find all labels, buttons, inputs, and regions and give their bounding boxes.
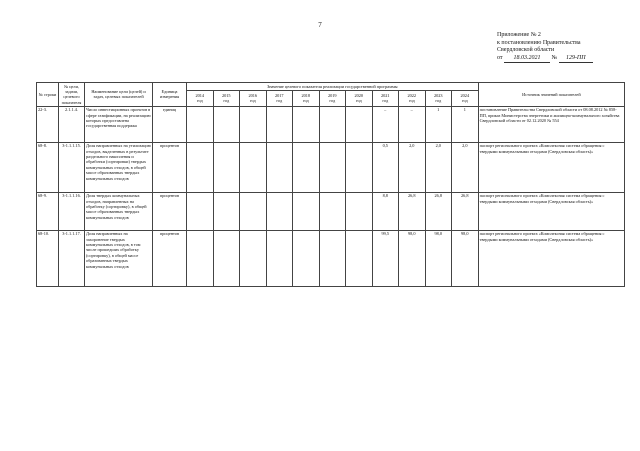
unit-cell: процентов [153,230,187,286]
value-cell-2019 [319,230,346,286]
value-cell-2016 [240,142,267,192]
value-cell-2021: 8,8 [372,192,399,230]
year-value: 2014 [195,92,205,98]
year-value: 2017 [274,92,284,98]
value-cell-2015 [213,192,240,230]
table-row [37,230,625,286]
year-value: 2018 [301,92,311,98]
table-row [37,192,625,230]
value-cell-2021: 0,5 [372,142,399,192]
value-cell-2023: 98,0 [425,230,452,286]
indicator-name-cell: Доля твердых коммунальных отходов, направленных на обработку (сортировку), в общей массе образованных твердых коммунальных отходов [85,192,153,230]
header-year-2019 [319,91,346,106]
year-value: 2015 [221,92,231,98]
value-cell-2015 [213,106,240,142]
goal-number-cell: 3-1.1.1.15. [59,142,85,192]
goal-number-cell: 2.1.1.4. [59,106,85,142]
indicator-name-cell: Доля направленных на утилизацию отходов, выделенных в результате раздельного накопления и обработки (сортировки) твердых коммунальных отходов, в общей массе образованных твердых коммунальных отходов [85,142,153,192]
value-cell-2024: 26,8 [452,192,479,230]
value-cell-2024: 2,0 [452,142,479,192]
value-cell-2022: 26,8 [399,192,426,230]
year-value: 2024 [460,92,470,98]
value-cell-2020 [346,142,373,192]
header-year-2020 [346,91,373,106]
year-suffix: год [249,98,256,104]
year-suffix: год [461,98,468,104]
page-number: 7 [318,21,322,29]
value-cell-2018 [293,230,320,286]
value-cell-2022: 98,0 [399,230,426,286]
appendix-header [497,32,637,63]
year-suffix: год [276,98,283,104]
header-year-2024 [452,91,479,106]
value-cell-2021: – [372,106,399,142]
source-cell: паспорт регионального проекта «Комплексная система обращения с твердыми коммунальными отходами (Свердловская область)» [478,192,625,230]
header-name: Наименование цели (целей) и задач, целевых показателей [85,83,153,107]
header-year-2018 [293,91,320,106]
appendix-title: Приложение № 2 [497,32,541,38]
value-cell-2018 [293,106,320,142]
row-number-cell: 68-8. [37,142,59,192]
header-source: Источник значений показателей [478,83,625,107]
from-label: от [497,54,503,61]
year-value: 2016 [248,92,258,98]
unit-cell: единиц [153,106,187,142]
value-cell-2019 [319,142,346,192]
value-cell-2024: 1 [452,106,479,142]
source-cell: паспорт регионального проекта «Комплексная система обращения с твердыми коммунальными отходами (Свердловская область)» [478,142,625,192]
appendix-date-line [497,55,637,64]
value-cell-2023: 1 [425,106,452,142]
unit-cell: процентов [153,142,187,192]
value-cell-2016 [240,230,267,286]
value-cell-2019 [319,192,346,230]
year-value: 2019 [327,92,337,98]
source-cell: постановление Правительства Свердловской области от 08.08.2012 № 858-ПП, приказ Министерства энергетики и жилищно-коммунального хозяйства Свердловской области от 02.12.2020 № 554 [478,106,625,142]
value-cell-2022: 2,0 [399,142,426,192]
year-value: 2023 [433,92,443,98]
value-cell-2018 [293,192,320,230]
header-year-2014 [187,91,214,106]
header-year-2016 [240,91,267,106]
year-suffix: год [382,98,389,104]
value-cell-2024: 98,0 [452,230,479,286]
row-number-cell: 68-10. [37,230,59,286]
row-number-cell: 22-3. [37,106,59,142]
value-cell-2023: 26,8 [425,192,452,230]
header-year-2021 [372,91,399,106]
value-cell-2017 [266,192,293,230]
source-cell: паспорт регионального проекта «Комплексная система обращения с твердыми коммунальными отходами (Свердловская область)» [478,230,625,286]
goal-number-cell: 3-1.1.1.16. [59,192,85,230]
year-suffix: год [435,98,442,104]
value-cell-2014 [187,106,214,142]
indicators-table [36,82,625,287]
header-goal-no: № цели, задачи, целевого показателя [59,83,85,107]
value-cell-2014 [187,230,214,286]
value-cell-2017 [266,142,293,192]
value-cell-2020 [346,106,373,142]
header-year-2017 [266,91,293,106]
value-cell-2023: 2,0 [425,142,452,192]
year-suffix: год [196,98,203,104]
year-suffix: год [302,98,309,104]
indicator-name-cell: Доля направленных на захоронение твердых коммунальных отходов, в том числе прошедших обработку (сортировку), в общей массе образованных твердых коммунальных отходов [85,230,153,286]
decree-number: 129-ПП [559,55,593,64]
year-suffix: год [355,98,362,104]
year-suffix: год [223,98,230,104]
value-cell-2020 [346,230,373,286]
value-cell-2016 [240,106,267,142]
goal-number-cell: 3-1.1.1.17. [59,230,85,286]
appendix-region: Свердловской области [497,47,555,53]
value-cell-2017 [266,230,293,286]
year-suffix: год [329,98,336,104]
value-cell-2020 [346,192,373,230]
value-cell-2017 [266,106,293,142]
value-cell-2022: – [399,106,426,142]
value-cell-2018 [293,142,320,192]
value-cell-2019 [319,106,346,142]
header-year-2015 [213,91,240,106]
row-number-cell: 68-9. [37,192,59,230]
value-cell-2014 [187,142,214,192]
header-row-no: № строки [37,83,59,107]
value-cell-2015 [213,142,240,192]
value-cell-2016 [240,192,267,230]
table-row [37,106,625,142]
year-value: 2021 [380,92,390,98]
number-label: № [551,54,558,61]
header-year-2023 [425,91,452,106]
value-cell-2015 [213,230,240,286]
value-cell-2014 [187,192,214,230]
header-year-2022 [399,91,426,106]
unit-cell: процентов [153,192,187,230]
indicator-name-cell: Число инвестиционных проектов в сфере газификации, на реализацию которых предоставлена государственная поддержка [85,106,153,142]
decree-date: 18.03.2021 [504,55,550,64]
value-cell-2021: 99,5 [372,230,399,286]
year-suffix: год [408,98,415,104]
year-value: 2020 [354,92,364,98]
header-values-group: Значение целевого показателя реализации государственной программы [187,83,479,91]
year-value: 2022 [407,92,417,98]
header-unit: Единица измерения [153,83,187,107]
table-row [37,142,625,192]
appendix-subtitle: к постановлению Правительства [497,39,581,46]
